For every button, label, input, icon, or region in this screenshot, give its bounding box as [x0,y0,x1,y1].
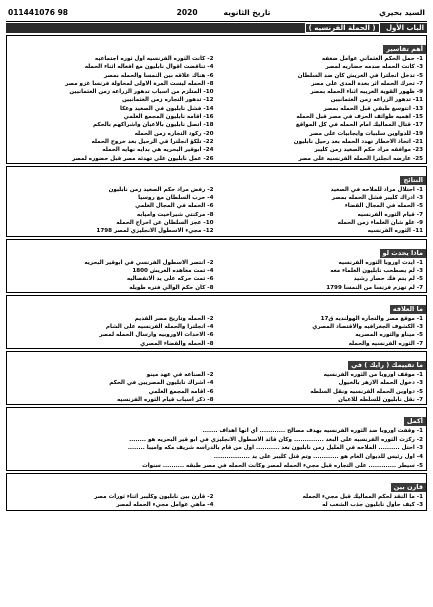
chapter-band [6,23,427,33]
question-item: 6- اقامه المجمع العلمي [148,388,214,395]
question-item: 8- ذكر اسباب قيام الثوره الفرنسيه [117,396,214,403]
question-item: 1- موقع مصر والتجاره الهولنديه ق17 [320,315,423,322]
question-item: 22- تلكؤ انجلترا في الرحيل بعد خروج الحمله [91,138,214,145]
left-column [10,493,214,510]
section-title: ما العلاقه [390,305,426,314]
question-item: 1- احتلال مراد للملاحه في الصعيد [330,186,423,193]
subject-label: تاريخ الثانويه [223,8,271,17]
question-item: 12- تدهور التجاره زمن العثمانيين [121,97,214,104]
question-item: 2- كانت الثوره الفرنسيه اول ثوره اجتماعيه [94,56,214,62]
header-middle [177,8,271,17]
question-item: 3- ادراك كليبر فشل الحمله بمصر [331,195,423,202]
question-item: 4- تناقضت اقوال نابليون مع افعاله اثناء الحمله [84,64,214,71]
question-item: 2- انتصر الاسطول الفرنسي في ابوقير البحريه [84,259,214,266]
section-evaluation [6,351,427,405]
fill-blank-item: 5- سيطر ............. على التجاره قبل مجيء الحمله لمصر وكانت الحمله في مصر طبقه .......... سنوات [142,462,423,469]
question-item: 5- ميناو والثوره المصريه [355,332,423,339]
question-item: 3- كيف حاول نابليون جذب الشعب له [322,502,423,509]
question-item: 9- علو شأن العلماء زمن الحمله [337,220,423,227]
question-item: 7- نقل نابليون للسلطه للاعيان [338,396,423,403]
question-grid [7,315,426,348]
worksheet-page [6,4,427,603]
question-item: 4- حرب السلطان مع روسيا [138,195,214,202]
section-title: ماذا يحدث لو [380,249,426,258]
fill-blank-list [7,427,426,470]
question-item: 7- قيام الثوره الفرنسيه [357,211,423,218]
question-item: 10- المتلزم من اسباب تدهور الزراعه زمن العثمانيين [69,89,214,96]
question-item: 3- كانت الحمله صدمه حضاريه لمصر [325,64,423,71]
question-item: 18- اتصل نابليون بالاعيان واشراكهم بالحكم [93,122,214,129]
chapter-title: ( الحملة الفرنسيه ) [305,23,380,33]
question-item: 20- ركود التجاره زمن الحمله [134,130,214,137]
question-item: 6- الحمله في المجال العلمي [135,203,214,210]
section-relations [6,295,427,349]
question-grid [7,259,426,292]
question-item: 10- عجز السلطان عن اخراج الحمله [116,220,214,227]
question-item: 14- فشل نابليون في الصعيد وعكا [119,105,214,112]
section-what-if [6,239,427,293]
question-item: 21- اتخاذ الاخطار تهدد الحمله بعد رحيل نابليون [293,138,423,145]
section-title: النتائج [400,176,426,185]
right-column [220,371,424,404]
section-title: قارن بين [391,483,426,492]
section-compare [6,473,427,511]
section-title: أهم تقاسير [383,45,426,54]
question-item: 11- الثوره الفرنسيه [367,228,423,235]
left-column [10,259,214,292]
question-item: 2- رفض مراد حكم الصعيد زمن نابليون [108,186,214,193]
section-title: أكمل [404,417,426,426]
question-item: 3- لم يصطحب نابليون العلماء معه [330,267,423,274]
question-item: 7- الثوره الفرنسيه والحمله [348,340,423,347]
question-item: 6- الاحداث الاوروبيه وارسال الحمله لمصر [99,332,214,339]
question-item: 8- كان حكم الوالي فتره طويله [129,284,214,291]
question-item: 19- للدواوين سلبيات وايجابيات على مصر [309,130,423,137]
question-item: 7- لم تهزم فرنسا من النمسا 1799 [326,284,423,291]
question-item: 1- ايدت اوروبا الثوره الفرنسيه [338,259,423,266]
question-item: 4- اشراك نابليون المصريين في الحكم [109,380,214,387]
question-item: 1- ما النقد لحكم المماليك قبل مجيء الحمله [302,494,423,501]
question-item: 8- مركنتي شيراخيت واميابه [136,211,214,218]
section-reasons [6,35,427,164]
page-header [6,4,427,22]
left-column [10,55,214,163]
question-item: 4- ماهي عوامل مجيء الحمله لمصر [116,502,214,509]
question-grid [7,371,426,404]
question-item: 4- انجلترا والحمله الفرنسيه على الشام [105,324,214,331]
left-column [10,371,214,404]
question-item: 11- تدهور الزراعه زمن العثمانيين [330,97,423,104]
right-column [220,55,424,163]
question-item: 26- عمل نابليون على تهدئه مصر قبل حضوره لمصر [71,155,214,162]
question-item: 15- اهميه طوائف الحرف في مصر قبل الحمله [296,114,423,121]
question-item: 6- تمت حركه على يد الانفصاليه [126,276,214,283]
question-item: 5- تدخل انجلترا في العريش كان ضد السلطان [297,72,423,79]
question-item: 5- الحمله في المجال القضاء [344,203,423,210]
question-item: 4- تمت معاهده العريش 1800 [132,267,214,274]
section-title: ما تقييمك ( رايك ) في [348,361,426,370]
fill-blank-item: 4- اول رئيس للديوان العام هو ............ وتم قتل كليبر على يد ................. [213,453,423,460]
section-results [6,166,427,237]
question-item: 3- دخول الحمله الازهر بالخيول [338,380,423,387]
question-grid [7,493,426,510]
teacher-name: السيد بحيري [379,8,425,17]
question-item: 24- ابوقير البحريه هي بدايه نهايه الحمله [102,147,214,154]
question-item: 12- مجيء الاسطول الانجليزي لمصر 1798 [96,228,214,235]
question-item: 23- موافقه مراد حكم الصعيد زمن كليبر [314,147,423,154]
question-item: 6- هناك علاقه بين النمسا والحمله بمصر [104,72,214,79]
question-item: 9- ظهور القوية العربيه اثناء الحمله بمصر [310,89,423,96]
question-item: 3- الكشوف الجغرافيه والاقتصاد المصري [312,324,423,331]
question-grid [7,55,426,163]
question-item: 1- حمل الحكم العثماني عوامل ضعفه [321,56,423,62]
question-item: 17- قتال المماليك امام الحمله في كل المواقع [295,122,423,129]
question-grid [7,186,426,236]
question-item: 5- لم يتم فك حصار رشيد [353,276,423,283]
question-item: 2- الصناعه في عهد مينو [146,372,214,379]
question-item: 13- انتوسع طبقي قبل الحمله بمصر [323,105,423,112]
fill-blank-item: 3- احتل .......... الملاحه في المليل زمن نابليون بعد ........... اول من قام بالدراسه شريف مكه واميبا ........ [127,445,423,452]
phone-number: 011441076 98 [8,8,69,17]
left-column [10,315,214,348]
left-column [10,186,214,236]
section-complete [6,407,427,471]
question-item: 25- عارضه انجلترا الحمله الفرنسيه على مصر [298,155,423,162]
question-item: 16- اقامه نابليون المجمع العلمي [123,114,214,121]
question-item: 2- الحمله وتاريخ مصر القديم [134,315,214,322]
question-item: 8- الحمله ليست المرة الاولى لمحاولة فرنسا غزو مصر [65,80,214,87]
question-item: 5- دواوين الحمله الفرنسيه ونقل السلطه [310,388,423,395]
chapter-label: الباب الأول [385,24,424,32]
question-item: 7- تحرك الحمله اثر بعدة المدى على مصر [311,80,423,87]
right-column [220,186,424,236]
right-column [220,493,424,510]
fill-blank-item: 1- وقفت اوروبا ضد الثوره الفرنسيه بهدف مصالح ............ أي انها اهداف ....... [202,428,423,435]
question-item: 2- قارن بين نابليون وكليبر اثناء ثورات مصر [94,494,214,501]
right-column [220,315,424,348]
right-column [220,259,424,292]
year-label: 2020 [176,8,198,17]
fill-blank-item: 2- ركزت الثوره الفرنسيه على البعد .............. وكان قائد الاسطول الانجليزي في ابو قير البحريه هو ........ [129,436,423,443]
question-item: 8- الحمله والقضاء المصري [140,340,214,347]
question-item: 1- موقف اوروبا من الثوره الفرنسيه [323,372,423,379]
